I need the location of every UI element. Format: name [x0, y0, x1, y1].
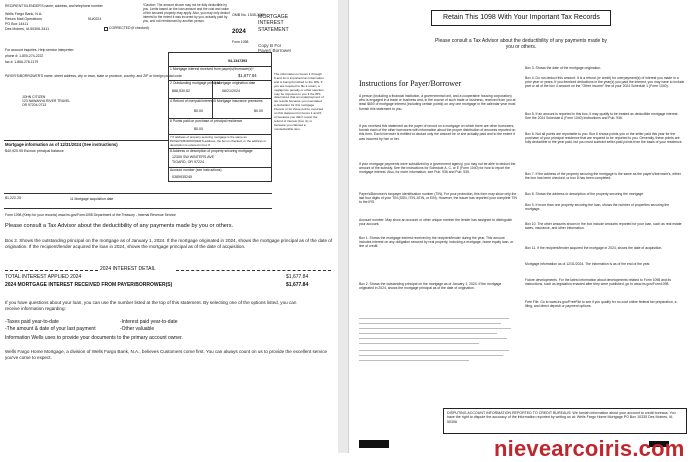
dispute-text: DISPUTING ACCOUNT INFORMATION REPORTED TO CREDIT BUREAUS: We furnish information about your account to credit bureaus. You have the right to dispute the accuracy of the information reported by writing us at: Wells Fargo Home Mortgage PO Box 10335 Des Moines, IA 50306 [447, 411, 676, 424]
instructions-page [348, 0, 692, 453]
payer-label: PAYER'S/BORROWER'S name, street address, city or town, state or province, country, and ZIP or foreign postal code [5, 74, 182, 78]
instr-left-para: Account number. May show an account or other unique number the lender has assigned to distinguish your account. [359, 218, 513, 227]
text-line [359, 355, 503, 356]
form-name: Form 1098 [232, 40, 249, 44]
grid-line [4, 193, 272, 194]
summary-dash-right [176, 270, 331, 271]
instr-left-para: Box 1. Shows the mortgage interest received by the recipient/lender during the year. This amount includes interest on any obligation secured by real property, including a mortgage, home equity loan, or line of credit. [359, 236, 514, 249]
summary-dash-left [5, 270, 98, 271]
lender-line-3: PO Box 14411 [5, 22, 29, 26]
barcode-block [359, 440, 389, 448]
borrower-line-3: OR 97204-0713 [22, 103, 47, 107]
omb-number: OMB No. 1545-1380 [232, 13, 265, 17]
box6-value: $0.00 [194, 127, 203, 131]
instr-left-para: If your mortgage payments were subsidized by a government agency, you may not be able to deduct the amount of the subsidy. See the instructions for Schedule A, C, or E (Form 1040) for how to report the mortgage interest. Also, for more information, see Pub. 936 and Pub. 535. [359, 162, 516, 175]
box1-label: 1 Mortgage interest received from payer(s)/borrower(s)* [170, 67, 254, 71]
summary-row-label: 2024 MORTGAGE INTEREST RECEIVED FROM PAYER/BORROWER(S) [5, 282, 173, 288]
summary-row-value: $1,677.84 [286, 274, 309, 280]
box2-note: Box 2. Shows the outstanding principal on the mortgage as of January 1, 2024. If the mortgage originated in 2024, shows the mortgage principal as of the date of origination. If the recipient/lender acquired the loan in 2024, shows the mortgage principal as of the date of acquisition. [5, 238, 333, 249]
box2-label: 2 Outstanding mortgage principal [170, 81, 220, 85]
filer-label: RECIPIENT'S/LENDER'S name, address, and telephone number [5, 4, 103, 8]
corrected-label: CORRECTED (if checked) [109, 26, 149, 30]
form-1098-page [0, 0, 338, 453]
summary-row-label: TOTAL INTEREST APPLIED 2024 [5, 274, 82, 280]
copy-note: The information in boxes 1 through 9 and 11 is important tax information and is being furnished to the IRS. If you are required to file a return, a negligence penalty or other sanction may be imposed on you if the IRS determines that an underpayment of tax results because you overstated a deduction for this mortgage interest or for these points, reported on this statement in boxes 1 and 6; or because you didn't report the refund of interest (box 4); or because you claimed a nondeductible item. [274, 72, 324, 131]
text-line [359, 338, 507, 339]
grid-line [4, 140, 168, 141]
instr-left-para: If you received this statement as the payer of record on a mortgage on which there are other borrowers, furnish each of the other borrowers with information about the proper distribution of amounts reported on this form. Each borrower is entitled to deduct only the amount he or she actually paid and to the extent it was incurred by him or her. [359, 124, 516, 141]
box5-label: 5 Mortgage insurance premiums [214, 99, 263, 103]
box5-value: $0.00 [254, 109, 263, 113]
text-line [359, 318, 509, 319]
form-title: MORTGAGE INTEREST STATEMENT [258, 14, 289, 33]
help-text: For account inquiries, Help service interpreter: [5, 48, 75, 52]
recipient-tin: 94-1347393 [228, 59, 248, 63]
closing-text: Wells Fargo Home Mortgage, a division of Wells Fargo Bank, N.A., believes Customers come first. You can always count on us to provide the excellent service you've come to expect. [5, 349, 328, 360]
summary-row-value: $1,677.84 [286, 282, 309, 288]
box8-label: 8 Address or description of property securing mortgage [170, 149, 253, 153]
instr-left-para: A person (including a financial institution, a governmental unit, and a cooperative housing corporation) who is engaged in a trade or business and, in the course of such trade or business, received from you at least $600 of mortgage interest (including certain points) on any one mortgage in the calendar year must furnish this statement to you. [359, 94, 516, 111]
instr-right-para: Box 8. Shows the address or description of the property securing the mortgage. [525, 192, 645, 196]
lender-line-4: Des Moines, IA 50306-3411 [5, 27, 50, 31]
fax-line: fax #: 1-866-278-1179 [5, 60, 39, 64]
instr-right-para: Box 6. Not all points are reportable to you. Box 6 shows points you or the seller paid this year for the purchase of your principal residence that are required to be reported to you. Generally, these points are fully deductible in the year paid, but you must subtract seller-paid points from the basis of your residence. [525, 132, 683, 145]
box6-label: 6 Points paid on purchase of principal residence [170, 119, 243, 123]
instructions-heading: Instructions for Payer/Borrower [359, 79, 462, 88]
corrected-checkbox[interactable] [104, 27, 108, 31]
instr-right-para: Future developments. For the latest information about developments related to Form 1098 and its instructions, such as legislation enacted after they were published, go to www.irs.gov/Form1098. [525, 278, 672, 287]
instr-left-para: Box 2. Shows the outstanding principal on the mortgage as of January 1, 2024. If the mortgage originated in 2024, shows the mortgage principal as of the date of origination. [359, 282, 502, 291]
tax-year: 2024 [232, 28, 246, 35]
box10-sub: $40,920.95 Escrow principal balance [5, 149, 64, 153]
lender-line-2: Return Mail Operations [5, 17, 42, 21]
text-line [359, 360, 469, 361]
copy-label: Copy B For Payer/ Borrower [258, 43, 292, 54]
account-value: 0385935245 [172, 175, 192, 179]
box3-value: 06/21/2024 [222, 89, 240, 93]
box1-value: $1,677.84 [238, 73, 257, 78]
instr-right-para: Box 7. If the address of the property securing the mortgage is the same as the payer's/borrower's, either the box has been checked, or box 8 has been completed. [525, 172, 681, 181]
option-item: -Other valuable [120, 326, 155, 332]
instr-right-para: Mortgage information as of 12/31/2024. The information is as of the end of the year. [525, 262, 651, 266]
option-item: -Interest paid year-to-date [120, 319, 178, 325]
page-gutter [338, 0, 348, 453]
box11-label: 11 Mortgage acquisition date [70, 197, 114, 201]
text-line [359, 350, 509, 351]
instr-right-para: Box 5. If an amount is reported in this box, it may qualify to be treated as deductible mortgage interest. See the 2024 Schedule A (Form 1040) instructions and Pub. 936. [525, 112, 679, 121]
box8-city: TIGARD, OR 97224 [172, 160, 204, 164]
watermark: nievearcoiris.com [494, 436, 685, 461]
footer-note: Form 1098 (Keep for your records) www.irs.gov/Form1098 Department of the Treasury - Internal Revenue Service [5, 213, 176, 217]
lender-line-1: Wells Fargo Bank, N.A. [5, 12, 43, 16]
phone-line: phone #: 1-800-274-2222 [5, 54, 44, 58]
box4-value: $0.00 [194, 109, 203, 113]
box10-title: Mortgage information as of 12/31/2024 (See instructions) [5, 142, 118, 147]
box4-label: 4 Refund of overpaid interest [170, 99, 214, 103]
instr-right-para: Box 9. If more than one property securing the loan, shows the number of properties securing the mortgage. [525, 203, 670, 212]
text-line [359, 323, 501, 324]
instr-right-para: Box 4. Do not deduct this amount. It is a refund (or credit) for overpayment(s) of interest you made in a prior year or years. If you itemized deductions in the year(s) you paid the interest, you may have to include part or all of the box 4 amount on the "Other income" line of your 2024 Schedule 1 (Form 1040). [525, 76, 685, 89]
instr-right-para: Box 10. The other amounts shown in the box include amounts reported for your loan, such as real estate taxes, insurance, and other information. [525, 222, 682, 231]
instr-right-para: Free File. Go to www.irs.gov/FreeFile to see if you qualify for no-cost online federal tax preparation, e-filing, and direct deposit or payment options. [525, 300, 678, 309]
text-line [359, 328, 511, 329]
text-line [359, 343, 479, 344]
grid-line [4, 208, 272, 209]
account-label: Account number (see instructions) [170, 168, 222, 172]
box11-value: $1,222.25 [5, 196, 21, 200]
borrower-line-2: 123 NAWANYA RIVER TRAVEL [22, 99, 71, 103]
text-line [359, 333, 497, 334]
option-item: -Taxes paid year-to-date [5, 319, 59, 325]
instructions-consult: Please consult a Tax Advisor about the deductibility of any payments made by you or others. [435, 38, 607, 50]
borrower-line-1: JOHN CITIZEN [22, 95, 46, 99]
questions-text: If you have questions about your loan, you can use the number listed at the top of this statement. By selecting one of the options listed, you can receive information regarding: [5, 300, 297, 311]
instr-right-para: Box 3. Shows the date of the mortgage origination. [525, 66, 602, 70]
retain-banner-text: Retain This 1098 With Your Important Tax Records [443, 14, 600, 21]
instr-left-para: Payer's/Borrower's taxpayer identification number (TIN). For your protection, this form may show only the last four digits of your TIN (SSN, ITIN, ATIN, or EIN). However, the issuer has reported your complete TIN to the IRS. [359, 192, 517, 205]
caution-text: *Caution: The amount shown may not be fully deductible by you. Limits based on the loan amount and the cost and value of the secured property may apply. Also, you may only deduct interest to the extent it was incurred by you, actually paid by you, and not reimbursed by another person. [143, 3, 230, 23]
summary-title: 2024 INTEREST DETAIL [100, 266, 156, 272]
box2-value: $88,530.62 [172, 89, 190, 93]
form-code: 51#0224 [88, 17, 102, 21]
box7-label: 7 If address of property securing mortgage is the same as PAYER'S/BORROWER'S address, the box is checked, or the address or description is entered in box 8. [170, 135, 267, 147]
box8-value: 12305 SW WINTERS AVE [172, 155, 215, 159]
consult-line: Please consult a Tax Advisor about the deductibility of any payments made by you or others. [5, 223, 234, 229]
info-line: Information Wells uses to provide your documents to the primary account owner. [5, 335, 183, 341]
box3-label: 3 Mortgage origination date [214, 81, 256, 85]
instr-right-para: Box 11. If the recipient/lender acquired the mortgage in 2024, shows the date of acquisition. [525, 246, 663, 250]
option-item: -The amount & date of your last payment [5, 326, 96, 332]
